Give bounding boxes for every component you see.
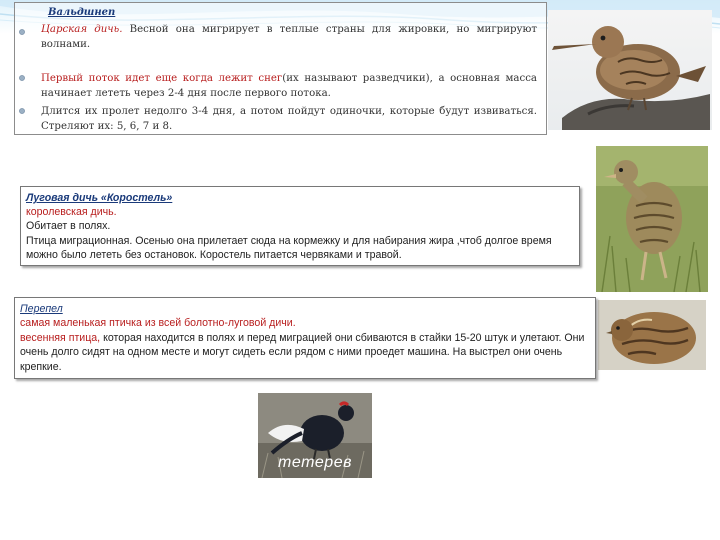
quail-line-1: самая маленькая птичка из всей болотно-луговой дичи.	[20, 317, 296, 330]
woodcock-p2-text: (их называют разведчики), а основная масса начинает лететь через 2-4 дня после первого потока.	[41, 73, 537, 99]
woodcock-paragraph-3: Длится их пролет недолго 3-4 дня, а потом пойдут одиночки, которые будут извиваться. Стреляют их: 5, 6, 7 и 8.	[41, 106, 537, 132]
corncrake-title: Луговая дичь «Коростель»	[26, 192, 173, 204]
quail-text-box	[14, 297, 596, 379]
corncrake-text-box	[20, 186, 580, 266]
quail-title: Перепел	[20, 303, 63, 315]
woodcock-text-box	[14, 2, 547, 135]
bullet-icon	[19, 108, 25, 114]
quail-photo	[598, 300, 706, 370]
woodcock-photo	[548, 10, 712, 130]
corncrake-line-3: Птица миграционная. Осенью она прилетает сюда на кормежку и для набирания жира ,чтоб долгое время можно было лететь без остановок. Коростель питается червяками и травой.	[26, 234, 552, 261]
corncrake-line-2: Обитает в полях.	[26, 220, 111, 233]
black-grouse-photo	[258, 393, 372, 478]
woodcock-paragraph-2	[41, 72, 537, 101]
quail-line-2-highlight: весенняя птица,	[20, 331, 101, 344]
bullet-icon	[19, 75, 25, 81]
black-grouse-caption: тетерев	[278, 454, 352, 471]
woodcock-p1-highlight: Царская дичь.	[41, 24, 123, 35]
corncrake-line-1: королевская дичь.	[26, 206, 117, 219]
woodcock-title: Вальдшнеп	[48, 7, 116, 18]
woodcock-p2-highlight: Первый поток идет еще когда лежит снег	[41, 73, 283, 84]
quail-line-2	[20, 331, 590, 374]
quail-line-2-text: которая находится в полях и перед миграцией они сбиваются в стайки 15-20 штук и улетают. Они очень долго сидят на одном месте и могут сидеть если рядом с ними проедет машина. На выстрел они очень крепкие.	[20, 331, 585, 373]
woodcock-p1-text: Весной она мигрирует в теплые страны для жировки, но мигрируют волнами.	[41, 24, 538, 50]
bullet-icon	[19, 29, 25, 35]
corncrake-photo	[596, 146, 708, 292]
woodcock-paragraph-1	[41, 23, 537, 52]
